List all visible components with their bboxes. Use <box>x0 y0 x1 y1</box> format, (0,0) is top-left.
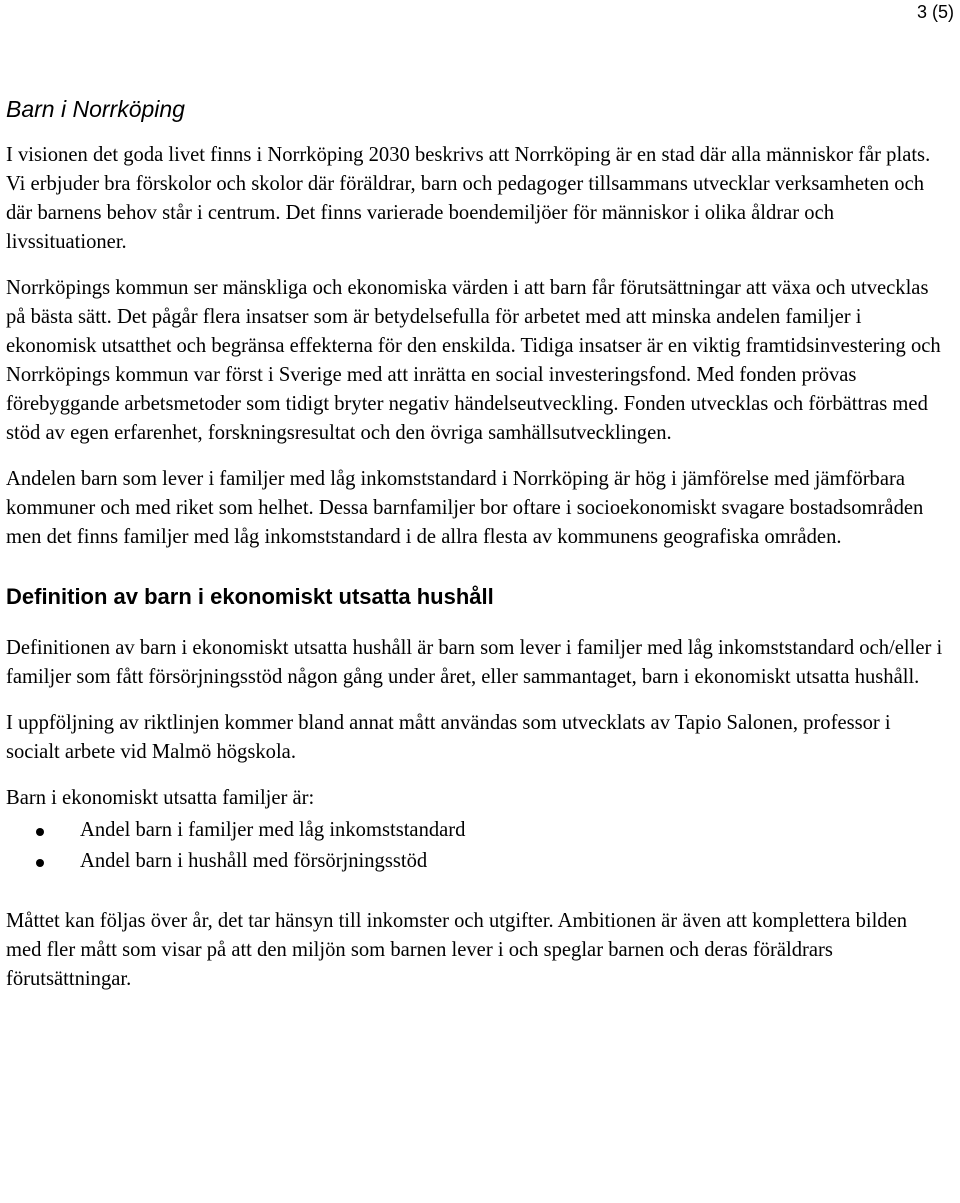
document-body <box>6 94 946 1011</box>
definition-heading: Definition av barn i ekonomiskt utsatta hushåll <box>6 584 494 609</box>
paragraph-vision: I visionen det goda livet finns i Norrköping 2030 beskrivs att Norrköping är en stad där alla människor får plats. Vi erbjuder bra förskolor och skolor där föräldrar, barn och pedagoger tillsammans utvecklar verksamheten och där barnens behov står i centrum. Det finns varierade boendemiljöer för människor i olika åldrar och livssituationer. <box>6 144 931 253</box>
bullet-icon <box>36 828 44 836</box>
section-title: Barn i Norrköping <box>6 96 185 122</box>
paragraph-values: Norrköpings kommun ser mänskliga och ekonomiska värden i att barn får förutsättningar att växa och utvecklas på bästa sätt. Det pågår flera insatser som är betydelsefulla för arbetet med att minska andelen familjer i ekonomisk utsatthet och begränsa effekterna för den enskilda. Tidiga insatser är en viktig framtidsinvestering och Norrköpings kommun var först i Sverige med att inrätta en social investeringsfond. Med fonden prövas förebyggande arbetsmetoder som tidigt bryter negativ händelseutveckling. Fonden utvecklas och förbättras med stöd av egen erfarenhet, forskningsresultat och den övriga samhällsutvecklingen. <box>6 277 941 444</box>
list-item <box>6 846 946 877</box>
paragraph-definition: Definitionen av barn i ekonomiskt utsatta hushåll är barn som lever i familjer med låg inkomststandard och/eller i familjer som fått försörjningsstöd någon gång under året, eller sammantaget, barn i ekonomiskt utsatta hushåll. <box>6 637 943 688</box>
list-item <box>6 815 946 846</box>
page-number: 3 (5) <box>916 2 954 22</box>
list-lead: Barn i ekonomiskt utsatta familjer är: <box>6 787 315 809</box>
paragraph-income: Andelen barn som lever i familjer med låg inkomststandard i Norrköping är hög i jämförelse med jämförbara kommuner och med riket som helhet. Dessa barnfamiljer bor oftare i socioekonomiskt svagare bostadsområden men det finns familjer med låg inkomststandard i de allra flesta av kommunens geografiska områden. <box>6 468 924 548</box>
list-item-text: Andel barn i familjer med låg inkomststandard <box>80 819 466 841</box>
measure-list <box>6 815 946 877</box>
paragraph-closing: Måttet kan följas över år, det tar hänsyn till inkomster och utgifter. Ambitionen är även att komplettera bilden med fler mått som visar på att den miljön som barnen lever i och speglar barnen och deras föräldrars förutsättningar. <box>6 910 908 990</box>
list-item-text: Andel barn i hushåll med försörjningsstöd <box>80 850 428 872</box>
paragraph-followup: I uppföljning av riktlinjen kommer bland annat mått användas som utvecklats av Tapio Salonen, professor i socialt arbete vid Malmö högskola. <box>6 712 891 763</box>
bullet-icon <box>36 859 44 867</box>
